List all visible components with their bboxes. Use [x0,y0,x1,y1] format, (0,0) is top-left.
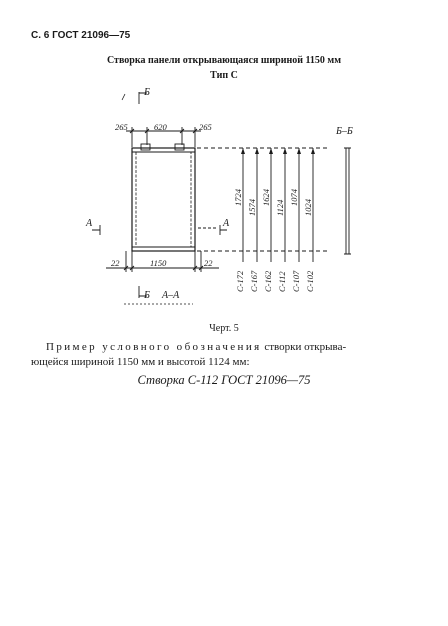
type-label-6: С-102 [305,270,315,292]
label-aa-title: А–А [162,290,180,301]
hinge-right [175,144,184,150]
label-aa-left: А [86,218,93,229]
dim-bottom-mid: 1150 [150,258,167,268]
example-line1-rest: створки открыва- [261,341,347,353]
dim-top-mid: 620 [154,122,167,132]
label-bb-title: Б–Б [336,126,353,137]
example-designation: Створка С-112 ГОСТ 21096—75 [137,373,311,387]
example-line-2: ющейся шириной 1150 мм и высотой 1124 мм: [31,356,250,368]
dim-top-left: 265 [115,122,128,132]
drawing-type: Тип С [210,70,238,81]
type-label-3: С-162 [263,270,273,292]
label-aa-right: А [223,218,230,229]
type-label-1: С-172 [235,270,245,292]
type-label-4: С-112 [277,271,287,292]
type-label-5: С-107 [291,270,301,292]
section-line-aa [92,225,227,235]
panel-inner [136,152,191,247]
height-1: 1724 [233,189,243,206]
figure-caption: Черт. 5 [209,323,239,334]
section-bb-profile [344,148,351,254]
label-bb-top: Б [144,87,150,98]
dim-top-right: 265 [199,122,212,132]
drawing-title: Створка панели открывающаяся шириной 1150 мм [106,55,342,66]
height-4: 1124 [275,199,285,216]
type-label-2: С-167 [249,270,259,292]
dim-bottom-right: 22 [204,258,213,268]
panel-frame [132,148,195,251]
example-line-1 [46,341,346,353]
hinge-left [141,144,150,150]
dim-bottom-left: 22 [111,258,120,268]
example-lead: Пример условного обозначения [46,341,262,353]
height-2: 1574 [247,199,257,216]
page-header: С. 6 ГОСТ 21096—75 [31,30,131,41]
height-5: 1074 [289,189,299,206]
label-bb-bottom: Б [144,290,150,301]
height-6: 1024 [303,199,313,216]
height-3: 1624 [261,189,271,206]
